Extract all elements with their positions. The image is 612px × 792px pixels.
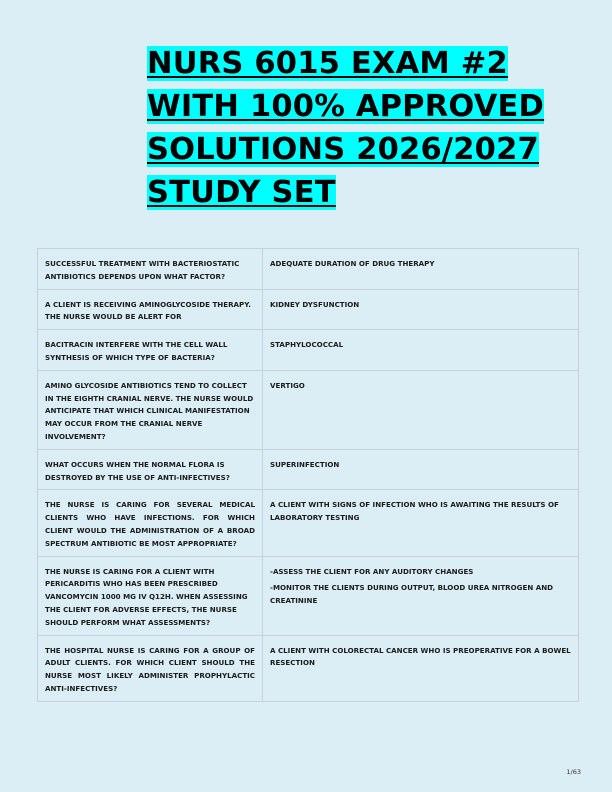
document-title [147, 42, 592, 214]
answer-cell [263, 490, 579, 556]
answer-cell [263, 370, 579, 449]
title-line-1: NURS 6015 EXAM #2 [147, 46, 508, 81]
answer-cell [263, 635, 579, 701]
table-row [38, 370, 579, 449]
table-row [38, 490, 579, 556]
title-line-4: STUDY SET [147, 175, 336, 210]
table-row [38, 330, 579, 371]
answer-text: A CLIENT WITH COLORECTAL CANCER WHO IS PREOPERATIVE FOR A BOWEL RESECTION [270, 645, 571, 668]
page-number: 1/63 [566, 768, 581, 776]
answer-text: KIDNEY DYSFUNCTION [270, 299, 360, 309]
answer-text: ADEQUATE DURATION OF DRUG THERAPY [270, 259, 435, 268]
question-cell: THE NURSE IS CARING FOR A CLIENT WITH PERICARDITIS WHO HAS BEEN PRESCRIBED VANCOMYCIN 1000 MG IV Q12H. WHEN ASSESSING THE CLIENT FOR ADVERSE EFFECTS, THE NURSE SHOULD PERFORM WHAT ASSESSMENTS? [38, 556, 263, 635]
answer-text: -ASSESS THE CLIENT FOR ANY AUDITORY CHANGES [270, 566, 474, 576]
table-row [38, 449, 579, 490]
table-row [38, 556, 579, 635]
answer-text: SUPERINFECTION [270, 459, 340, 469]
question-answer-table [37, 248, 579, 702]
question-cell: WHAT OCCURS WHEN THE NORMAL FLORA IS DESTROYED BY THE USE OF ANTI-INFECTIVES? [38, 449, 263, 490]
question-cell: SUCCESSFUL TREATMENT WITH BACTERIOSTATIC ANTIBIOTICS DEPENDS UPON WHAT FACTOR? [38, 249, 263, 290]
answer-cell [263, 449, 579, 490]
answer-cell [263, 556, 579, 635]
table-row [38, 635, 579, 701]
title-line-3: SOLUTIONS 2026/2027 [147, 132, 539, 167]
answer-cell [263, 289, 579, 330]
answer-text: VERTIGO [270, 380, 305, 390]
answer-text: -MONITOR THE CLIENTS DURING OUTPUT, BLOOD UREA NITROGEN AND CREATININE [270, 583, 554, 606]
answer-cell [263, 330, 579, 371]
title-line-2: WITH 100% APPROVED [147, 89, 545, 124]
question-cell: A CLIENT IS RECEIVING AMINOGLYCOSIDE THERAPY. THE NURSE WOULD BE ALERT FOR [38, 289, 263, 330]
table-row [38, 249, 579, 290]
table-row [38, 289, 579, 330]
answer-cell [263, 249, 579, 290]
question-cell: THE HOSPITAL NURSE IS CARING FOR A GROUP OF ADULT CLIENTS. FOR WHICH CLIENT SHOULD THE NURSE MOST LIKELY ADMINISTER PROPHYLACTIC ANTI-INFECTIVES? [38, 635, 263, 701]
answer-text: STAPHYLOCOCCAL [270, 340, 344, 350]
question-answer-table-body [38, 249, 579, 702]
answer-text: A CLIENT WITH SIGNS OF INFECTION WHO IS AWAITING THE RESULTS OF LABORATORY TESTING [270, 500, 559, 523]
question-cell: BACITRACIN INTERFERE WITH THE CELL WALL SYNTHESIS OF WHICH TYPE OF BACTERIA? [38, 330, 263, 371]
question-cell: THE NURSE IS CARING FOR SEVERAL MEDICAL CLIENTS WHO HAVE INFECTIONS. FOR WHICH CLIENT WOULD THE ADMINISTRATION OF A BROAD SPECTRUM ANTIBIOTIC BE MOST APPROPRIATE? [38, 490, 263, 556]
question-cell: AMINO GLYCOSIDE ANTIBIOTICS TEND TO COLLECT IN THE EIGHTH CRANIAL NERVE. THE NURSE WOULD ANTICIPATE THAT WHICH CLINICAL MANIFESTATION MAY OCCUR FROM THE CRANIAL NERVE INVOLVEMENT? [38, 370, 263, 449]
